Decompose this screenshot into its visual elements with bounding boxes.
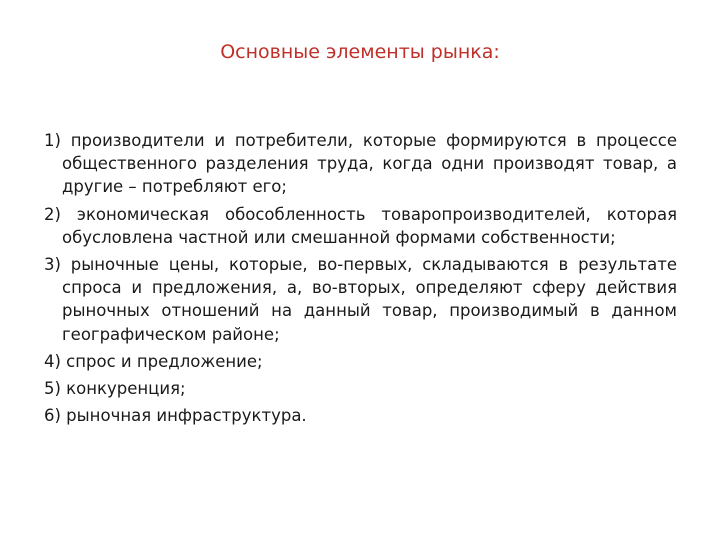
slide-title: Основные элементы рынка: (220, 41, 500, 63)
list-item-5: 5) конкуренция; (44, 379, 186, 399)
list-item-4: 4) спрос и предложение; (44, 351, 263, 371)
list-item-1: 1) производители и потребители, которые формируются в процессе общественного разделения труда, когда одни производят товар, а другие – потребляют его; (44, 131, 677, 197)
list-item-3: 3) рыночные цены, которые, во-первых, складываются в результате спроса и предложения, а, во-вторых, определяют сферу действия рыночных отношений на данный товар, производимый в данном географическом районе; (44, 255, 677, 344)
list-item-2: 2) экономическая обособленность товаропроизводителей, которая обусловлена частной или смешанной формами собственности; (44, 204, 677, 247)
slide-content (44, 129, 677, 427)
list-item-6: 6) рыночная инфраструктура. (44, 406, 307, 426)
